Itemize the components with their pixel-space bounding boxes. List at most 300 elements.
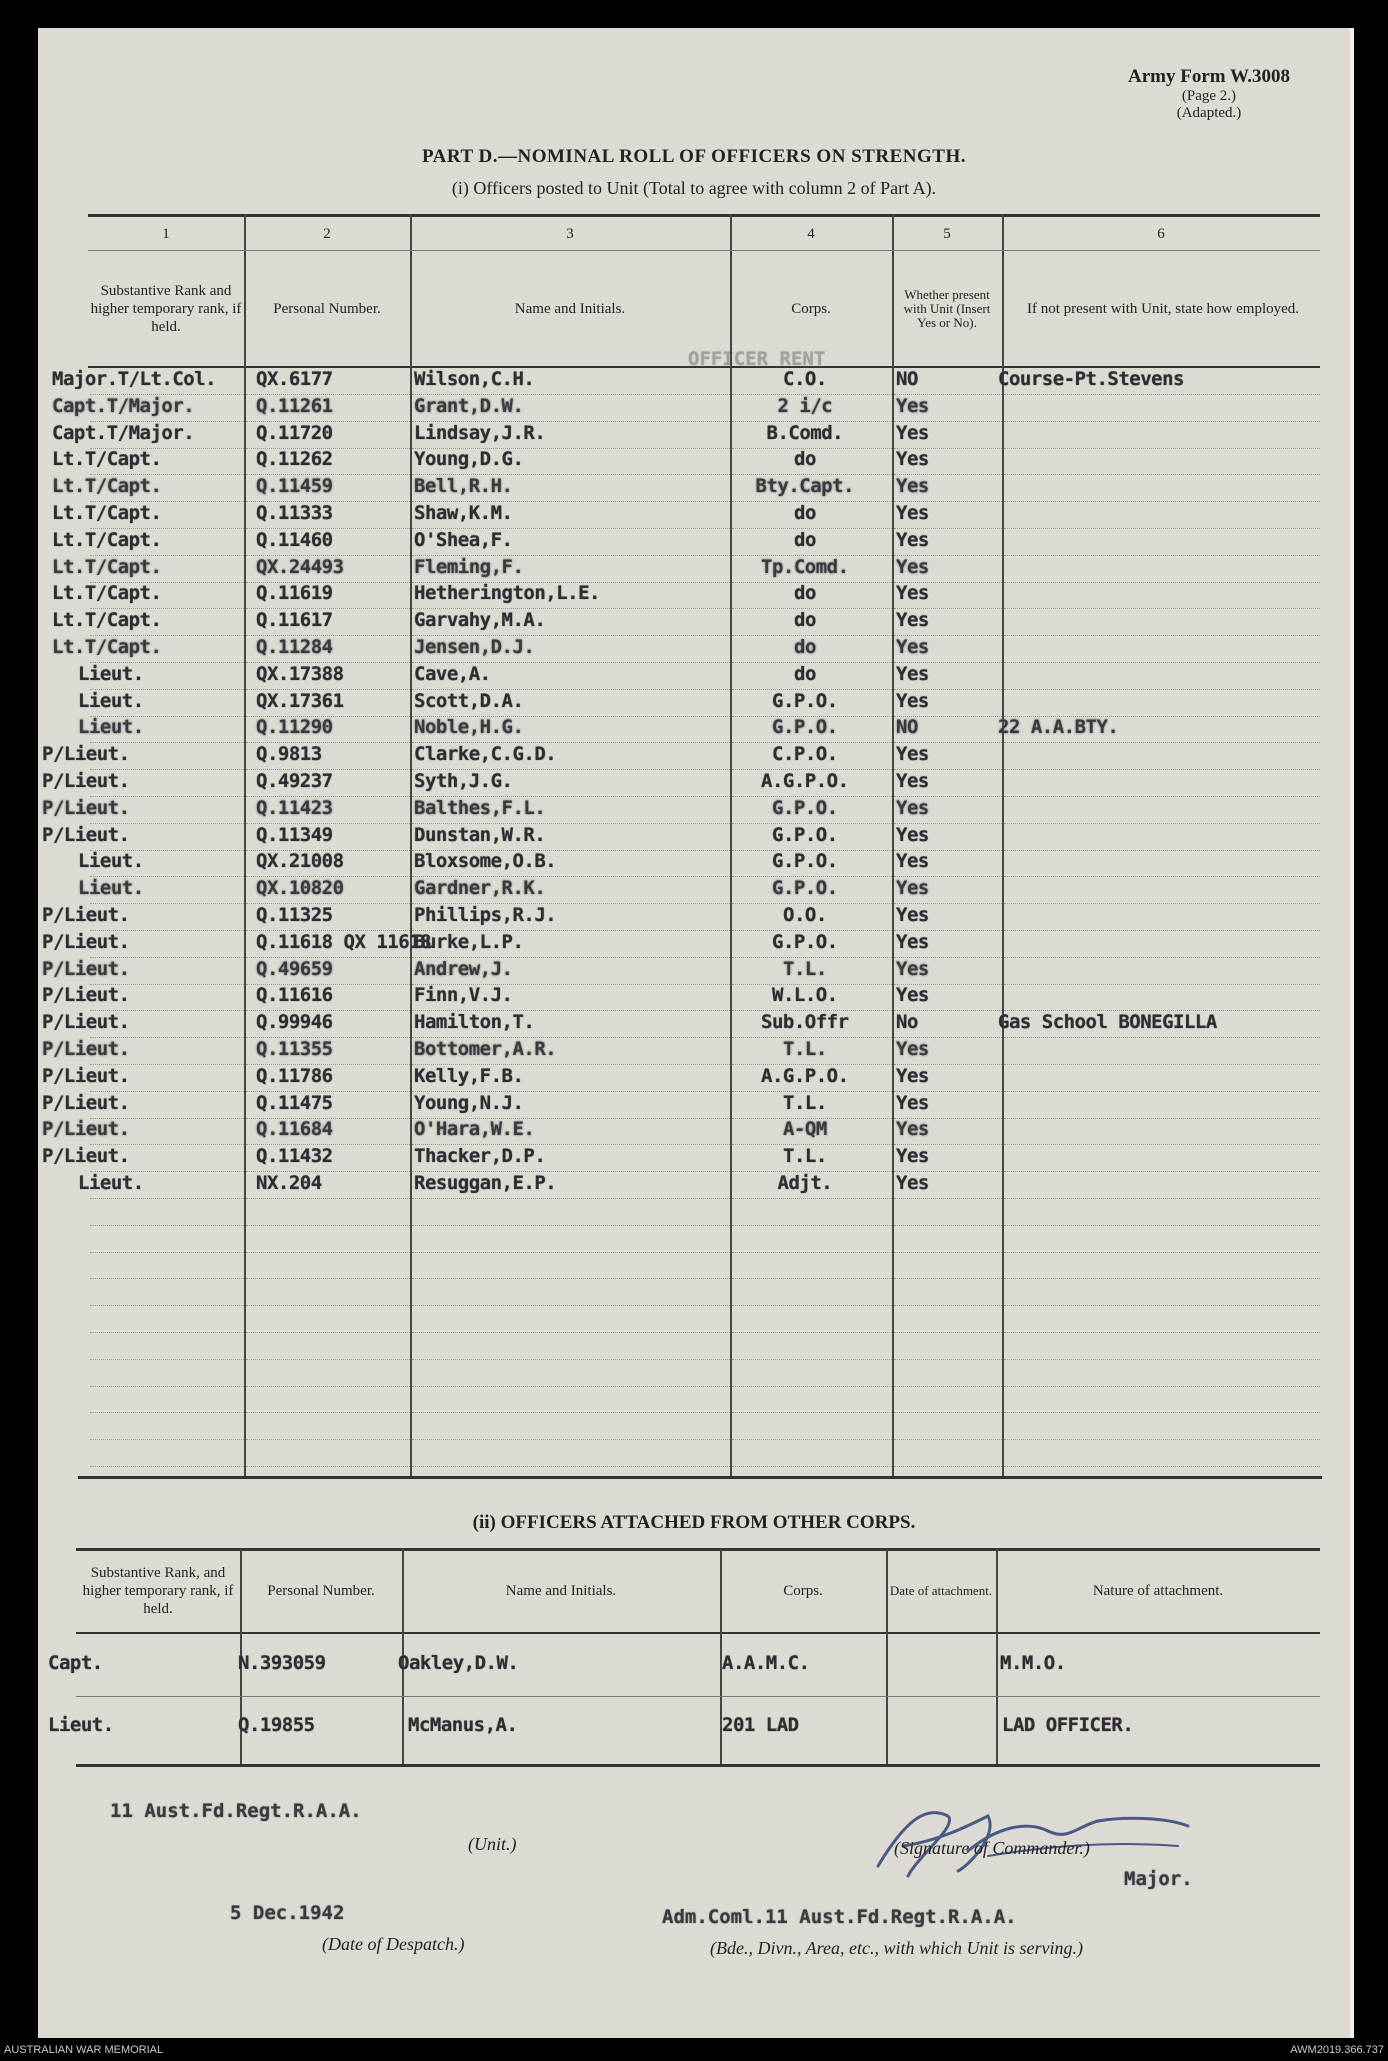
ruled-line xyxy=(246,1359,410,1361)
header-present: Whether present with Unit (Insert Yes or No). xyxy=(903,287,991,330)
corps-cell: do xyxy=(794,502,816,524)
table-row xyxy=(38,716,1350,742)
header-personal-number: Personal Number. xyxy=(273,301,381,317)
form-adapted: (Adapted.) xyxy=(1176,105,1242,121)
number-cell: Q.11423 xyxy=(256,796,333,819)
ruled-line xyxy=(90,1359,244,1361)
col-number-6: 6 xyxy=(1157,226,1165,242)
ruled-line xyxy=(1004,1439,1320,1441)
name-cell: Resuggan,E.P. xyxy=(414,1172,557,1194)
ii-number: N.393059 xyxy=(238,1652,326,1674)
rank-cell: Capt.T/Major. xyxy=(52,421,195,444)
number-cell: NX.204 xyxy=(256,1172,322,1194)
ruled-line xyxy=(90,1278,244,1280)
table-row xyxy=(38,582,1350,608)
corps-cell: T.L. xyxy=(783,957,827,980)
ruled-line xyxy=(1004,1252,1320,1254)
name-cell: Bloxsome,O.B. xyxy=(414,850,557,873)
rank-cell: P/Lieut. xyxy=(42,1091,130,1114)
ruled-line xyxy=(894,1198,1002,1200)
present-cell: Yes xyxy=(896,1091,929,1114)
present-cell: Yes xyxy=(896,930,929,953)
ruled-line xyxy=(412,1198,730,1200)
employed-cell: 22 A.A.BTY. xyxy=(998,716,1119,739)
name-cell: Noble,H.G. xyxy=(414,716,524,739)
rank-cell: Lieut. xyxy=(78,1172,144,1194)
table-i-top-border xyxy=(88,214,1320,217)
name-cell: Kelly,F.B. xyxy=(414,1064,524,1087)
name-cell: O'Shea,F. xyxy=(414,528,513,551)
rank-cell: Major.T/Lt.Col. xyxy=(52,368,217,390)
rank-cell: P/Lieut. xyxy=(42,796,130,819)
ruled-line xyxy=(732,1359,892,1361)
present-cell: Yes xyxy=(896,770,929,792)
number-cell: QX.21008 xyxy=(256,850,344,873)
header-corps: Corps. xyxy=(791,301,831,317)
ruled-line xyxy=(412,1386,730,1388)
corps-cell: G.P.O. xyxy=(772,823,838,846)
present-cell: Yes xyxy=(896,823,929,846)
ruled-line xyxy=(732,1332,892,1334)
archive-name: AUSTRALIAN WAR MEMORIAL xyxy=(4,2044,164,2056)
employed-cell: Course-Pt.Stevens xyxy=(998,368,1184,390)
rank-cell: Capt.T/Major. xyxy=(52,394,195,417)
table-ii-top-border xyxy=(76,1548,1320,1551)
ruled-line xyxy=(894,1359,1002,1361)
corps-cell: A.G.P.O. xyxy=(761,1064,849,1087)
number-cell: Q.11619 xyxy=(256,582,333,605)
rank-cell: P/Lieut. xyxy=(42,984,130,1007)
present-cell: Yes xyxy=(896,1172,929,1194)
ruled-line xyxy=(732,1252,892,1254)
ruled-line xyxy=(732,1412,892,1414)
ruled-line xyxy=(412,1412,730,1414)
ii-header-rank: Substantive Rank, and higher temporary rank, if held. xyxy=(82,1565,234,1617)
number-cell: Q.11786 xyxy=(256,1064,333,1087)
ii-header-corps: Corps. xyxy=(783,1583,823,1599)
header-employed: If not present with Unit, state how employed. xyxy=(1026,301,1300,317)
ii-name: Oakley,D.W. xyxy=(398,1652,519,1674)
corps-cell: A-QM xyxy=(783,1118,827,1141)
present-cell: NO xyxy=(896,716,918,739)
corps-cell: Tp.Comd. xyxy=(761,555,849,578)
ruled-line xyxy=(90,1466,244,1468)
number-cell: Q.11459 xyxy=(256,475,333,498)
present-cell: Yes xyxy=(896,904,929,926)
ruled-line xyxy=(412,1252,730,1254)
table-row xyxy=(38,475,1350,501)
present-cell: Yes xyxy=(896,850,929,873)
ruled-line xyxy=(1004,1278,1320,1280)
ruled-line xyxy=(894,1252,1002,1254)
rank-cell: Lt.T/Capt. xyxy=(52,475,162,498)
table-row xyxy=(38,1172,1350,1198)
corps-cell: do xyxy=(794,636,816,658)
ruled-line xyxy=(894,1412,1002,1414)
table-row xyxy=(38,556,1350,582)
ii-nature: M.M.O. xyxy=(1000,1652,1066,1674)
name-cell: Balthes,F.L. xyxy=(414,796,546,819)
table-row xyxy=(38,877,1350,903)
name-cell: Hamilton,T. xyxy=(414,1011,535,1034)
ruled-line xyxy=(412,1466,730,1468)
ii-header-date: Date of attachment. xyxy=(889,1583,993,1598)
table-ii-header-border xyxy=(76,1632,1320,1634)
ruled-line xyxy=(732,1198,892,1200)
ruled-line xyxy=(894,1466,1002,1468)
rank-cell: Lt.T/Capt. xyxy=(52,555,162,578)
rank-cell: P/Lieut. xyxy=(42,1118,130,1141)
rank-cell: P/Lieut. xyxy=(42,770,130,792)
ruled-line xyxy=(90,1198,244,1200)
rank-cell: Lieut. xyxy=(78,850,144,873)
table-row xyxy=(38,824,1350,850)
part-ii-title: (ii) OFFICERS ATTACHED FROM OTHER CORPS. xyxy=(472,1512,916,1533)
number-cell: Q.11616 xyxy=(256,984,333,1007)
number-cell: Q.11290 xyxy=(256,716,333,739)
present-cell: No xyxy=(896,1011,918,1034)
rank-cell: P/Lieut. xyxy=(42,957,130,980)
formation-label: (Bde., Divn., Area, etc., with which Unit is serving.) xyxy=(710,1938,1083,1958)
corps-cell: do xyxy=(794,662,816,685)
table-row xyxy=(38,1038,1350,1064)
table-row xyxy=(38,904,1350,930)
ruled-line xyxy=(412,1439,730,1441)
corps-cell: 2 i/c xyxy=(777,394,833,417)
corps-cell: Bty.Capt. xyxy=(755,475,854,498)
rank-cell: P/Lieut. xyxy=(42,1145,130,1168)
table-row xyxy=(38,529,1350,555)
number-cell: QX.17361 xyxy=(256,689,344,712)
col-number-3: 3 xyxy=(566,226,574,242)
form-page xyxy=(38,28,1354,2038)
present-cell: Yes xyxy=(896,1145,929,1168)
corps-cell: do xyxy=(794,582,816,605)
table-row xyxy=(38,1065,1350,1091)
number-cell: QX.6177 xyxy=(256,368,333,390)
table-i-bottom-border xyxy=(78,1476,1322,1479)
number-cell: QX.24493 xyxy=(256,555,344,578)
despatch-label: (Date of Despatch.) xyxy=(322,1934,465,1954)
corps-cell: do xyxy=(794,448,816,471)
table-row xyxy=(38,1092,1350,1118)
number-cell: QX.17388 xyxy=(256,662,344,685)
number-cell: QX.10820 xyxy=(256,877,344,900)
rank-cell: P/Lieut. xyxy=(42,1038,130,1060)
unit-value: 11 Aust.Fd.Regt.R.A.A. xyxy=(110,1800,362,1822)
table-row xyxy=(38,1011,1350,1037)
name-cell: Young,N.J. xyxy=(414,1091,524,1114)
ruled-line xyxy=(90,1332,244,1334)
part-d-subtitle: (i) Officers posted to Unit (Total to agree with column 2 of Part A). xyxy=(451,178,937,198)
name-cell: Bottomer,A.R. xyxy=(414,1038,557,1060)
ii-nature: LAD OFFICER. xyxy=(1002,1714,1134,1736)
table-ii-bottom-border xyxy=(76,1764,1320,1767)
number-cell: Q.11262 xyxy=(256,448,333,471)
name-cell: Thacker,D.P. xyxy=(414,1145,546,1168)
name-cell: Clarke,C.G.D. xyxy=(414,743,557,766)
despatch-date: 5 Dec.1942 xyxy=(230,1902,345,1924)
corps-cell: G.P.O. xyxy=(772,930,838,953)
ruled-line xyxy=(246,1332,410,1334)
table-row xyxy=(38,395,1350,421)
ruled-line xyxy=(1004,1198,1320,1200)
ii-rank: Capt. xyxy=(48,1652,103,1674)
corps-cell: W.L.O. xyxy=(772,984,838,1007)
ruled-line xyxy=(90,1412,244,1414)
number-cell: Q.49237 xyxy=(256,770,333,792)
present-cell: NO xyxy=(896,368,918,390)
ruled-line xyxy=(1004,1466,1320,1468)
name-cell: O'Hara,W.E. xyxy=(414,1118,535,1141)
ruled-line xyxy=(1004,1412,1320,1414)
present-cell: Yes xyxy=(896,1064,929,1087)
rank-cell: Lt.T/Capt. xyxy=(52,609,162,632)
ruled-line xyxy=(894,1305,1002,1307)
number-cell: Q.11333 xyxy=(256,502,333,524)
ruled-line xyxy=(894,1386,1002,1388)
name-cell: Burke,L.P. xyxy=(414,930,524,953)
table-row xyxy=(38,931,1350,957)
ruled-line xyxy=(90,1252,244,1254)
table-row xyxy=(38,797,1350,823)
name-cell: Finn,V.J. xyxy=(414,984,513,1007)
present-cell: Yes xyxy=(896,475,929,498)
ruled-line xyxy=(246,1225,410,1227)
signer-rank: Major. xyxy=(1124,1868,1193,1890)
ruled-line xyxy=(246,1305,410,1307)
present-cell: Yes xyxy=(896,796,929,819)
corps-cell: do xyxy=(794,528,816,551)
table-ii-row-border xyxy=(76,1696,1320,1697)
ruled-line xyxy=(412,1278,730,1280)
col-number-5: 5 xyxy=(943,226,951,242)
present-cell: Yes xyxy=(896,1038,929,1060)
rank-cell: Lt.T/Capt. xyxy=(52,582,162,605)
present-cell: Yes xyxy=(896,448,929,471)
archive-footer xyxy=(0,2040,1388,2061)
header-rank: Substantive Rank and higher temporary rank, if held. xyxy=(90,283,242,335)
table-row xyxy=(38,850,1350,876)
name-cell: Garvahy,M.A. xyxy=(414,609,546,632)
ruled-line xyxy=(1004,1225,1320,1227)
rank-cell: P/Lieut. xyxy=(42,743,130,766)
rank-cell: P/Lieut. xyxy=(42,904,130,926)
number-cell: Q.11617 xyxy=(256,609,333,632)
form-number: Army Form W.3008 xyxy=(1127,66,1290,87)
name-cell: Lindsay,J.R. xyxy=(414,421,546,444)
table-row xyxy=(38,1145,1350,1171)
name-cell: Hetherington,L.E. xyxy=(414,582,600,605)
table-row xyxy=(38,448,1350,474)
corps-cell: G.P.O. xyxy=(772,850,838,873)
name-cell: Fleming,F. xyxy=(414,555,524,578)
present-cell: Yes xyxy=(896,662,929,685)
ruled-line xyxy=(1004,1305,1320,1307)
corps-cell: C.O. xyxy=(783,368,827,390)
ruled-line xyxy=(90,1225,244,1227)
table-row xyxy=(38,502,1350,528)
present-cell: Yes xyxy=(896,743,929,766)
ruled-line xyxy=(732,1466,892,1468)
form-reference xyxy=(1128,66,1290,122)
ruled-line xyxy=(90,1439,244,1441)
corps-cell: O.O. xyxy=(783,904,827,926)
table-row xyxy=(38,958,1350,984)
table-row xyxy=(38,609,1350,635)
ruled-line xyxy=(246,1252,410,1254)
number-cell: Q.11720 xyxy=(256,421,333,444)
corps-cell: T.L. xyxy=(783,1145,827,1168)
corps-cell: G.P.O. xyxy=(772,877,838,900)
rank-cell: Lieut. xyxy=(78,689,144,712)
ruled-line xyxy=(732,1225,892,1227)
formation-value: Adm.Coml.11 Aust.Fd.Regt.R.A.A. xyxy=(662,1906,1017,1928)
col-number-2: 2 xyxy=(323,226,331,242)
present-cell: Yes xyxy=(896,582,929,605)
rank-cell: Lieut. xyxy=(78,662,144,685)
table-row xyxy=(38,770,1350,796)
rank-cell: P/Lieut. xyxy=(42,930,130,953)
present-cell: Yes xyxy=(896,877,929,900)
present-cell: Yes xyxy=(896,528,929,551)
corps-cell: C.P.O. xyxy=(772,743,838,766)
ii-name: McManus,A. xyxy=(408,1714,518,1736)
table-row xyxy=(38,1118,1350,1144)
ruled-line xyxy=(732,1439,892,1441)
name-cell: Shaw,K.M. xyxy=(414,502,513,524)
corps-cell: A.G.P.O. xyxy=(761,770,849,792)
corps-cell: Adjt. xyxy=(777,1172,833,1194)
ii-corps: A.A.M.C. xyxy=(722,1652,810,1674)
corps-cell: G.P.O. xyxy=(772,796,838,819)
ruled-line xyxy=(246,1412,410,1414)
table-row xyxy=(38,690,1350,716)
corps-cell: T.L. xyxy=(783,1091,827,1114)
name-cell: Scott,D.A. xyxy=(414,689,524,712)
corps-cell: G.P.O. xyxy=(772,716,838,739)
number-cell: Q.11618 QX 11618 xyxy=(256,930,432,953)
name-cell: Dunstan,W.R. xyxy=(414,823,546,846)
table-row xyxy=(38,743,1350,769)
col-number-4: 4 xyxy=(807,226,815,242)
present-cell: Yes xyxy=(896,984,929,1007)
ruled-line xyxy=(412,1225,730,1227)
rank-cell: Lieut. xyxy=(78,877,144,900)
name-cell: Syth,J.G. xyxy=(414,770,513,792)
table-row xyxy=(38,368,1350,394)
number-cell: Q.11261 xyxy=(256,394,333,417)
name-cell: Young,D.G. xyxy=(414,448,524,471)
present-cell: Yes xyxy=(896,502,929,524)
number-cell: Q.11355 xyxy=(256,1038,333,1060)
number-cell: Q.11475 xyxy=(256,1091,333,1114)
corps-cell: T.L. xyxy=(783,1038,827,1060)
ruled-line xyxy=(1004,1386,1320,1388)
ruled-line xyxy=(246,1466,410,1468)
rank-cell: Lt.T/Capt. xyxy=(52,448,162,471)
name-cell: Wilson,C.H. xyxy=(414,368,535,390)
ruled-line xyxy=(246,1386,410,1388)
ii-rank: Lieut. xyxy=(48,1714,114,1736)
corps-cell: G.P.O. xyxy=(772,689,838,712)
ruled-line xyxy=(412,1332,730,1334)
rank-cell: Lt.T/Capt. xyxy=(52,636,162,658)
ii-number: Q.19855 xyxy=(238,1714,315,1736)
number-cell: Q.11284 xyxy=(256,636,333,658)
ruled-line xyxy=(90,1305,244,1307)
ii-table-row xyxy=(38,1652,1350,1678)
rank-cell: Lieut. xyxy=(78,716,144,739)
faded-stamp: OFFICER RENT xyxy=(688,348,826,370)
form-page-number: (Page 2.) xyxy=(1181,88,1237,104)
ruled-line xyxy=(246,1198,410,1200)
ruled-line xyxy=(1004,1359,1320,1361)
table-row xyxy=(38,984,1350,1010)
ruled-line xyxy=(894,1278,1002,1280)
rank-cell: Lt.T/Capt. xyxy=(52,528,162,551)
number-cell: Q.11684 xyxy=(256,1118,333,1141)
rank-cell: P/Lieut. xyxy=(42,823,130,846)
table-i-number-row-border xyxy=(88,250,1320,251)
ii-corps: 201 LAD xyxy=(722,1714,799,1736)
ii-header-name: Name and Initials. xyxy=(505,1583,617,1599)
number-cell: Q.49659 xyxy=(256,957,333,980)
ii-header-nature: Nature of attachment. xyxy=(1092,1583,1224,1599)
employed-cell: Gas School BONEGILLA xyxy=(998,1011,1217,1034)
ruled-line xyxy=(732,1278,892,1280)
name-cell: Bell,R.H. xyxy=(414,475,513,498)
ruled-line xyxy=(894,1332,1002,1334)
number-cell: Q.11349 xyxy=(256,823,333,846)
ii-header-personal-number: Personal Number. xyxy=(267,1583,375,1599)
corps-cell: B.Comd. xyxy=(766,421,844,444)
present-cell: Yes xyxy=(896,609,929,632)
ruled-line xyxy=(412,1359,730,1361)
present-cell: Yes xyxy=(896,555,929,578)
name-cell: Gardner,R.K. xyxy=(414,877,546,900)
unit-label: (Unit.) xyxy=(468,1834,517,1854)
present-cell: Yes xyxy=(896,957,929,980)
present-cell: Yes xyxy=(896,689,929,712)
ruled-line xyxy=(732,1386,892,1388)
number-cell: Q.99946 xyxy=(256,1011,333,1034)
archive-id: AWM2019.366.737 xyxy=(1290,2044,1384,2056)
present-cell: Yes xyxy=(896,421,929,444)
header-name: Name and Initials. xyxy=(514,301,626,317)
name-cell: Jensen,D.J. xyxy=(414,636,535,658)
table-row xyxy=(38,663,1350,689)
ruled-line xyxy=(412,1305,730,1307)
table-row xyxy=(38,636,1350,662)
name-cell: Andrew,J. xyxy=(414,957,513,980)
corps-cell: do xyxy=(794,609,816,632)
part-d-title: PART D.—NOMINAL ROLL OF OFFICERS ON STRENGTH. xyxy=(421,146,967,167)
table-row xyxy=(38,422,1350,448)
number-cell: Q.9813 xyxy=(256,743,322,766)
name-cell: Grant,D.W. xyxy=(414,394,524,417)
signature-label: (Signature of Commander.) xyxy=(894,1838,1090,1858)
name-cell: Phillips,R.J. xyxy=(414,904,557,926)
name-cell: Cave,A. xyxy=(414,662,491,685)
ruled-line xyxy=(90,1386,244,1388)
number-cell: Q.11432 xyxy=(256,1145,333,1168)
rank-cell: Lt.T/Capt. xyxy=(52,502,162,524)
present-cell: Yes xyxy=(896,1118,929,1141)
present-cell: Yes xyxy=(896,636,929,658)
col-number-1: 1 xyxy=(162,226,170,242)
rank-cell: P/Lieut. xyxy=(42,1064,130,1087)
